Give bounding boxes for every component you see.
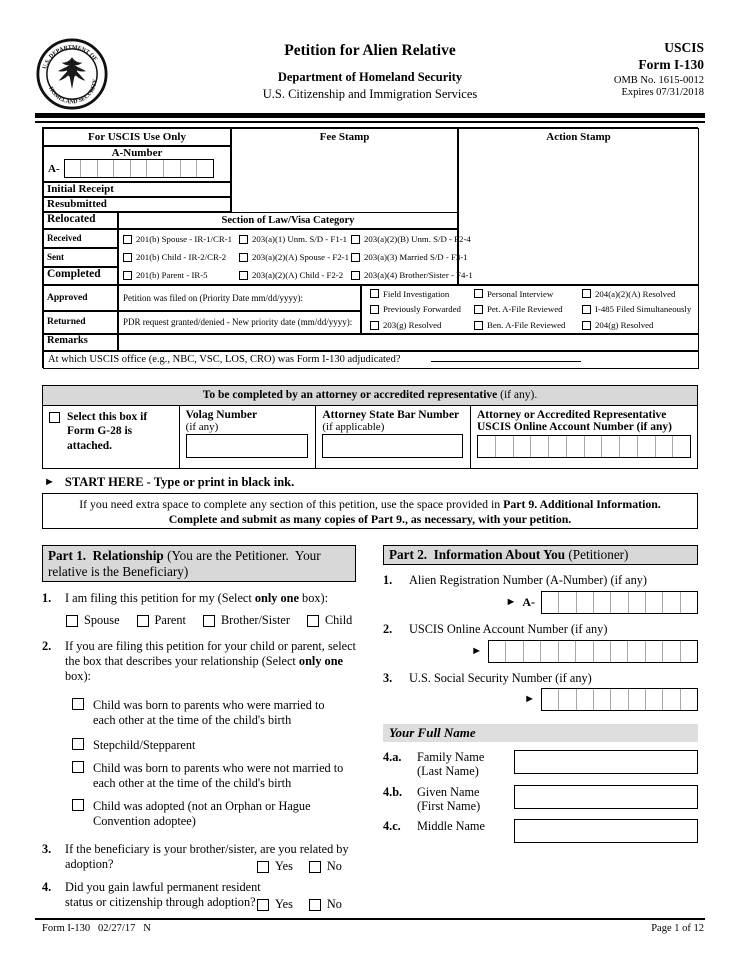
- form-title: Petition for Alien Relative: [284, 42, 456, 59]
- attorney-header: To be completed by an attorney or accredited representative (if any).: [43, 386, 697, 406]
- part1-q1: 1. I am filing this petition for my (Select only one box):: [42, 591, 328, 606]
- checkbox-icon[interactable]: [257, 861, 269, 873]
- part1-q3: 3. If the beneficiary is your brother/sister, are you related by adoption? Yes No: [42, 842, 349, 874]
- checkbox-icon[interactable]: [582, 305, 591, 314]
- q2-option-adopted[interactable]: Child was adopted (not an Orphan or Hague Convention adoptee): [72, 799, 356, 829]
- a-prefix-label: A-: [48, 162, 60, 175]
- section-of-law-options: [118, 229, 473, 285]
- start-here-text: START HERE - Type or print in black ink.: [64, 475, 295, 489]
- q2-option-stepchild[interactable]: Stepchild/Stepparent: [72, 738, 356, 753]
- relocated-label: Relocated: [43, 212, 118, 229]
- initial-receipt-row: Initial Receipt: [43, 182, 231, 197]
- action-stamp-cell: Action Stamp: [458, 128, 699, 285]
- remarks-label: Remarks: [43, 334, 118, 351]
- checkbox-icon[interactable]: [582, 321, 591, 330]
- start-here-line: [44, 475, 294, 490]
- attorney-section: [42, 385, 698, 469]
- checkbox-icon[interactable]: [72, 799, 84, 811]
- q1-option-child[interactable]: Child: [307, 613, 352, 628]
- bar-number-label: Attorney State Bar Number: [322, 409, 460, 421]
- family-name-input[interactable]: [514, 750, 698, 774]
- part2-q4a: 4.a. Family Name (Last Name): [383, 750, 698, 778]
- received-label: Received: [43, 229, 118, 248]
- checkbox-icon[interactable]: [351, 271, 360, 280]
- sent-label: Sent: [43, 248, 118, 267]
- arrow-icon: ►: [471, 644, 482, 657]
- bar-number-sublabel: (if applicable): [322, 421, 385, 433]
- checkbox-icon[interactable]: [239, 235, 248, 244]
- part1-q1-options: [66, 613, 356, 628]
- action-option[interactable]: Personal Interview: [474, 289, 582, 299]
- part1-header: Part 1. Relationship (You are the Petitioner. Your relative is the Beneficiary): [42, 545, 356, 582]
- middle-name-input[interactable]: [514, 819, 698, 843]
- form-number: Form I-130: [638, 57, 704, 72]
- law-option[interactable]: 201(b) Child - IR-2/CR-2: [123, 252, 239, 262]
- header-rule-thick: [35, 113, 705, 118]
- law-option[interactable]: 203(a)(2)(B) Unm. S/D - F2-4: [351, 234, 473, 244]
- completed-label: Completed: [43, 267, 118, 285]
- extra-space-note: If you need extra space to complete any section of this petition, use the space provided in Part 9. Additional Information. Complete and submit as many copies of Part 9., as necessary, with your petition.: [42, 493, 698, 529]
- law-option[interactable]: 203(a)(4) Brother/Sister - F4-1: [351, 270, 473, 280]
- part1-q4: 4. Did you gain lawful permanent resident status or citizenship through adoption? Yes No: [42, 880, 342, 912]
- checkbox-icon[interactable]: [307, 615, 319, 627]
- volag-cell: [179, 406, 316, 468]
- law-option[interactable]: 201(b) Parent - IR-5: [123, 270, 239, 280]
- office-question: At which USCIS office (e.g., NBC, VSC, LOS, CRO) was Form I-130 adjudicated?: [48, 354, 401, 365]
- bar-number-cell: [315, 406, 470, 468]
- checkbox-icon[interactable]: [309, 899, 321, 911]
- returned-text: PDR request granted/denied - New priority date (mm/dd/yyyy):: [118, 311, 361, 334]
- office-write-in-line[interactable]: [431, 361, 581, 362]
- part2-q1-field: [383, 591, 698, 614]
- checkbox-icon[interactable]: [137, 615, 149, 627]
- approved-text: Petition was filed on (Priority Date mm/dd/yyyy):: [118, 285, 361, 311]
- agency-short: USCIS: [664, 40, 704, 55]
- checkbox-icon[interactable]: [370, 305, 379, 314]
- given-name-input[interactable]: [514, 785, 698, 809]
- g28-checkbox-icon[interactable]: [49, 412, 60, 423]
- volag-input[interactable]: [186, 434, 308, 458]
- checkbox-icon[interactable]: [474, 321, 483, 330]
- footer-form-edition: Form I-130 02/27/17 N: [42, 923, 151, 934]
- checkbox-icon[interactable]: [123, 235, 132, 244]
- expiration-date: Expires 07/31/2018: [621, 87, 704, 98]
- checkbox-icon[interactable]: [582, 289, 591, 298]
- part2-q3: 3. U.S. Social Security Number (if any): [383, 670, 592, 685]
- g28-cell: [43, 406, 179, 468]
- uscis-use-only-table: [42, 127, 698, 368]
- a-number-cell: [43, 146, 231, 182]
- uscis-use-only-header: For USCIS Use Only: [43, 128, 231, 146]
- q1-option-parent[interactable]: Parent: [137, 613, 186, 628]
- arrow-icon: ►: [524, 693, 535, 706]
- bar-number-input[interactable]: [322, 434, 463, 458]
- checkbox-icon[interactable]: [203, 615, 215, 627]
- part2-q3-field: [383, 688, 698, 711]
- part2-header: Part 2. Information About You (Petitioner): [383, 545, 698, 565]
- checkbox-icon[interactable]: [257, 899, 269, 911]
- checkbox-icon[interactable]: [239, 253, 248, 262]
- q2-option-married-parents[interactable]: Child was born to parents who were married to each other at the time of the child's birth: [72, 698, 356, 728]
- checkbox-icon[interactable]: [370, 289, 379, 298]
- law-option[interactable]: 201(b) Spouse - IR-1/CR-1: [123, 234, 239, 244]
- attorney-account-comb[interactable]: [477, 435, 691, 458]
- part2-q4c: 4.c. Middle Name: [383, 819, 698, 843]
- part2-q1: 1. Alien Registration Number (A-Number) (if any): [383, 573, 648, 587]
- department-name: Department of Homeland Security: [277, 70, 463, 84]
- part2-online-account-comb[interactable]: [488, 640, 698, 663]
- agency-name: U.S. Citizenship and Immigration Services: [262, 87, 478, 101]
- q2-option-unmarried-parents[interactable]: Child was born to parents who were not married to each other at the time of the child's birth: [72, 761, 356, 791]
- q4-yes[interactable]: Yes: [257, 897, 293, 912]
- law-option[interactable]: 203(a)(2)(A) Child - F2-2: [239, 270, 351, 280]
- action-option[interactable]: 203(g) Resolved: [370, 320, 474, 330]
- checkbox-icon[interactable]: [123, 253, 132, 262]
- checkbox-icon[interactable]: [351, 253, 360, 262]
- action-option[interactable]: 204(a)(2)(A) Resolved: [582, 289, 698, 299]
- approved-label: Approved: [43, 285, 118, 311]
- q3-no[interactable]: No: [309, 859, 342, 874]
- q1-option-brother-sister[interactable]: Brother/Sister: [203, 613, 290, 628]
- part2-column: [383, 545, 698, 843]
- checkbox-icon[interactable]: [239, 271, 248, 280]
- attorney-account-cell: [470, 406, 697, 468]
- action-option[interactable]: Field Investigation: [370, 289, 474, 299]
- a-number-label: A-Number: [111, 147, 163, 159]
- returned-label: Returned: [43, 311, 118, 334]
- dhs-seal: [36, 38, 108, 115]
- action-option[interactable]: 204(g) Resolved: [582, 320, 698, 330]
- footer-rule: [35, 918, 705, 920]
- svg-text:U.S. DEPARTMENT OF: U.S. DEPARTMENT OF: [41, 44, 98, 70]
- full-name-header: Your Full Name: [383, 724, 698, 742]
- remarks-cell[interactable]: [118, 334, 699, 351]
- resubmitted-row: Resubmitted: [43, 197, 231, 212]
- checkbox-icon[interactable]: [72, 698, 84, 710]
- checkbox-icon[interactable]: [72, 761, 84, 773]
- checkbox-icon[interactable]: [370, 321, 379, 330]
- fee-stamp-cell: Fee Stamp: [231, 128, 458, 216]
- attorney-account-label-1: Attorney or Accredited Representative: [477, 409, 667, 421]
- part2-q4b: 4.b. Given Name (First Name): [383, 785, 698, 813]
- q1-option-spouse[interactable]: Spouse: [66, 613, 120, 628]
- checkbox-icon[interactable]: [474, 305, 483, 314]
- law-option[interactable]: 203(a)(3) Married S/D - F3-1: [351, 252, 473, 262]
- office-question-row: [43, 351, 699, 369]
- action-option[interactable]: Pet. A-File Reviewed: [474, 304, 582, 314]
- checkbox-icon[interactable]: [123, 271, 132, 280]
- part2-q2: 2. USCIS Online Account Number (if any): [383, 621, 608, 636]
- q3-yes[interactable]: Yes: [257, 859, 293, 874]
- arrow-icon: ►: [505, 595, 517, 608]
- checkbox-icon[interactable]: [309, 861, 321, 873]
- volag-label: Volag Number: [185, 409, 258, 421]
- checkbox-icon[interactable]: [351, 235, 360, 244]
- action-options: [361, 285, 699, 334]
- checkbox-icon[interactable]: [66, 615, 78, 627]
- q4-no[interactable]: No: [309, 897, 342, 912]
- law-option[interactable]: 203(a)(2)(A) Spouse - F2-1: [239, 252, 351, 262]
- a-prefix: A-: [522, 594, 535, 609]
- part1-q2: 2. If you are filing this petition for your child or parent, select the box that describes your relationship (Select only one box):: [42, 639, 356, 684]
- svg-text:HOMELAND SECURITY: HOMELAND SECURITY: [47, 78, 99, 106]
- uscis-a-number-comb[interactable]: [64, 159, 214, 178]
- action-option[interactable]: Ben. A-File Reviewed: [474, 320, 582, 330]
- action-option[interactable]: Previously Forwarded: [370, 304, 474, 314]
- section-of-law-header: Section of Law/Visa Category: [118, 212, 458, 229]
- header-rule-thin: [35, 121, 705, 123]
- g28-label: Select this box if Form G-28 is attached.: [67, 411, 148, 452]
- part1-column: [42, 545, 356, 910]
- action-option[interactable]: I-485 Filed Simultaneously: [582, 304, 698, 314]
- volag-sublabel: (if any): [185, 421, 219, 433]
- checkbox-icon[interactable]: [474, 289, 483, 298]
- checkbox-icon[interactable]: [72, 738, 84, 750]
- attorney-account-label-2: USCIS Online Account Number (if any): [477, 421, 672, 433]
- part2-ssn-comb[interactable]: [541, 688, 698, 711]
- law-option[interactable]: 203(a)(1) Unm. S/D - F1-1: [239, 234, 351, 244]
- start-here-arrow-icon: ►: [44, 476, 55, 488]
- omb-number: OMB No. 1615-0012: [613, 75, 704, 86]
- part2-q2-field: [383, 640, 698, 663]
- footer-page-number: Page 1 of 12: [651, 923, 704, 934]
- part2-a-number-comb[interactable]: [541, 591, 698, 614]
